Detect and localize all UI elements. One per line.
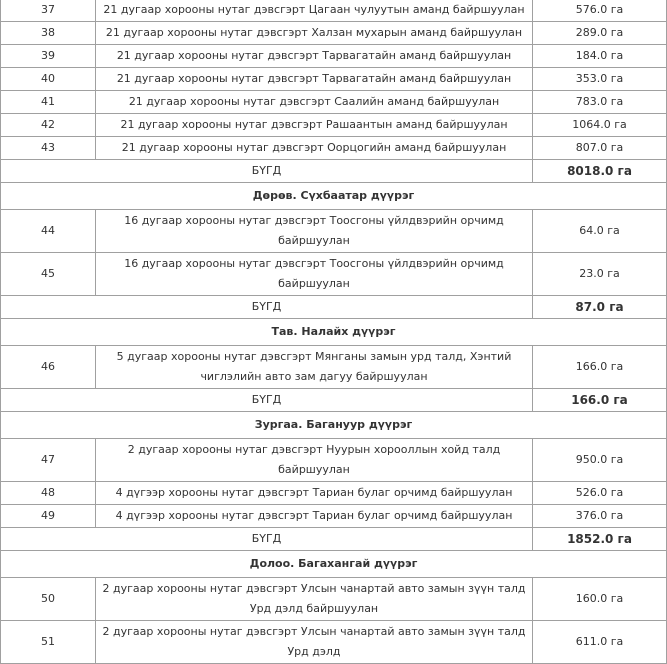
row-description: 16 дугаар хорооны нутаг дэвсгэрт Тоосгоны үйлдвэрийн орчимд байршуулан xyxy=(96,253,533,296)
row-description: 21 дугаар хорооны нутаг дэвсгэрт Тарвагатайн аманд байршуулан xyxy=(96,45,533,68)
section-heading: Дөрөв. Сүхбаатар дүүрэг xyxy=(1,183,667,210)
row-number: 48 xyxy=(1,482,96,505)
table-row xyxy=(1,22,667,45)
section-heading: Долоо. Багахангай дүүрэг xyxy=(1,551,667,578)
table-row xyxy=(1,114,667,137)
section-heading-row xyxy=(1,319,667,346)
total-value: 166.0 га xyxy=(533,389,667,412)
table-row xyxy=(1,68,667,91)
row-number: 46 xyxy=(1,346,96,389)
row-area: 64.0 га xyxy=(533,210,667,253)
row-number: 51 xyxy=(1,621,96,664)
row-number: 38 xyxy=(1,22,96,45)
row-area: 353.0 га xyxy=(533,68,667,91)
row-description: 4 дүгээр хорооны нутаг дэвсгэрт Тариан булаг орчимд байршуулан xyxy=(96,505,533,528)
row-area: 289.0 га xyxy=(533,22,667,45)
total-value: 1852.0 га xyxy=(533,528,667,551)
row-number: 47 xyxy=(1,439,96,482)
total-row xyxy=(1,528,667,551)
table-row xyxy=(1,45,667,68)
row-number: 42 xyxy=(1,114,96,137)
section-heading-row xyxy=(1,412,667,439)
row-description: 21 дугаар хорооны нутаг дэвсгэрт Оорцогийн аманд байршуулан xyxy=(96,137,533,160)
row-description: 21 дугаар хорооны нутаг дэвсгэрт Саалийн аманд байршуулан xyxy=(96,91,533,114)
section-heading-row xyxy=(1,183,667,210)
row-number: 39 xyxy=(1,45,96,68)
row-area: 23.0 га xyxy=(533,253,667,296)
row-area: 576.0 га xyxy=(533,0,667,22)
table-row xyxy=(1,482,667,505)
table-row xyxy=(1,91,667,114)
table-row xyxy=(1,210,667,253)
table-row xyxy=(1,346,667,389)
row-area: 526.0 га xyxy=(533,482,667,505)
row-number: 45 xyxy=(1,253,96,296)
row-number: 43 xyxy=(1,137,96,160)
row-area: 807.0 га xyxy=(533,137,667,160)
table-row xyxy=(1,253,667,296)
row-number: 40 xyxy=(1,68,96,91)
row-number: 41 xyxy=(1,91,96,114)
total-label: БҮГД xyxy=(1,528,533,551)
table-row xyxy=(1,137,667,160)
row-area: 783.0 га xyxy=(533,91,667,114)
row-description: 21 дугаар хорооны нутаг дэвсгэрт Цагаан чулуутын аманд байршуулан xyxy=(96,0,533,22)
section-heading: Тав. Налайх дүүрэг xyxy=(1,319,667,346)
row-description: 4 дүгээр хорооны нутаг дэвсгэрт Тариан булаг орчимд байршуулан xyxy=(96,482,533,505)
row-number: 49 xyxy=(1,505,96,528)
table-row xyxy=(1,505,667,528)
row-description: 2 дугаар хорооны нутаг дэвсгэрт Улсын чанартай авто замын зүүн талд Урд дэлд xyxy=(96,621,533,664)
row-area: 184.0 га xyxy=(533,45,667,68)
row-area: 160.0 га xyxy=(533,578,667,621)
row-area: 611.0 га xyxy=(533,621,667,664)
row-description: 5 дугаар хорооны нутаг дэвсгэрт Мянганы замын урд талд, Хэнтий чиглэлийн авто зам дагуу байршуулан xyxy=(96,346,533,389)
row-description: 2 дугаар хорооны нутаг дэвсгэрт Нуурын хорооллын хойд талд байршуулан xyxy=(96,439,533,482)
total-label: БҮГД xyxy=(1,389,533,412)
row-description: 21 дугаар хорооны нутаг дэвсгэрт Халзан мухарын аманд байршуулан xyxy=(96,22,533,45)
section-heading: Зургаа. Багануур дүүрэг xyxy=(1,412,667,439)
table-row xyxy=(1,578,667,621)
table-row xyxy=(1,439,667,482)
row-area: 950.0 га xyxy=(533,439,667,482)
total-row xyxy=(1,389,667,412)
row-area: 166.0 га xyxy=(533,346,667,389)
row-description: 21 дугаар хорооны нутаг дэвсгэрт Рашаантын аманд байршуулан xyxy=(96,114,533,137)
total-value: 8018.0 га xyxy=(533,160,667,183)
total-value: 87.0 га xyxy=(533,296,667,319)
total-label: БҮГД xyxy=(1,296,533,319)
total-row xyxy=(1,160,667,183)
table-body xyxy=(1,0,667,664)
table-row xyxy=(1,621,667,664)
row-description: 2 дугаар хорооны нутаг дэвсгэрт Улсын чанартай авто замын зүүн талд Урд дэлд байршуулан xyxy=(96,578,533,621)
row-number: 44 xyxy=(1,210,96,253)
table-row xyxy=(1,0,667,22)
total-label: БҮГД xyxy=(1,160,533,183)
row-description: 21 дугаар хорооны нутаг дэвсгэрт Тарвагатайн аманд байршуулан xyxy=(96,68,533,91)
row-area: 1064.0 га xyxy=(533,114,667,137)
total-row xyxy=(1,296,667,319)
section-heading-row xyxy=(1,551,667,578)
row-number: 50 xyxy=(1,578,96,621)
row-area: 376.0 га xyxy=(533,505,667,528)
row-number: 37 xyxy=(1,0,96,22)
row-description: 16 дугаар хорооны нутаг дэвсгэрт Тоосгоны үйлдвэрийн орчимд байршуулан xyxy=(96,210,533,253)
